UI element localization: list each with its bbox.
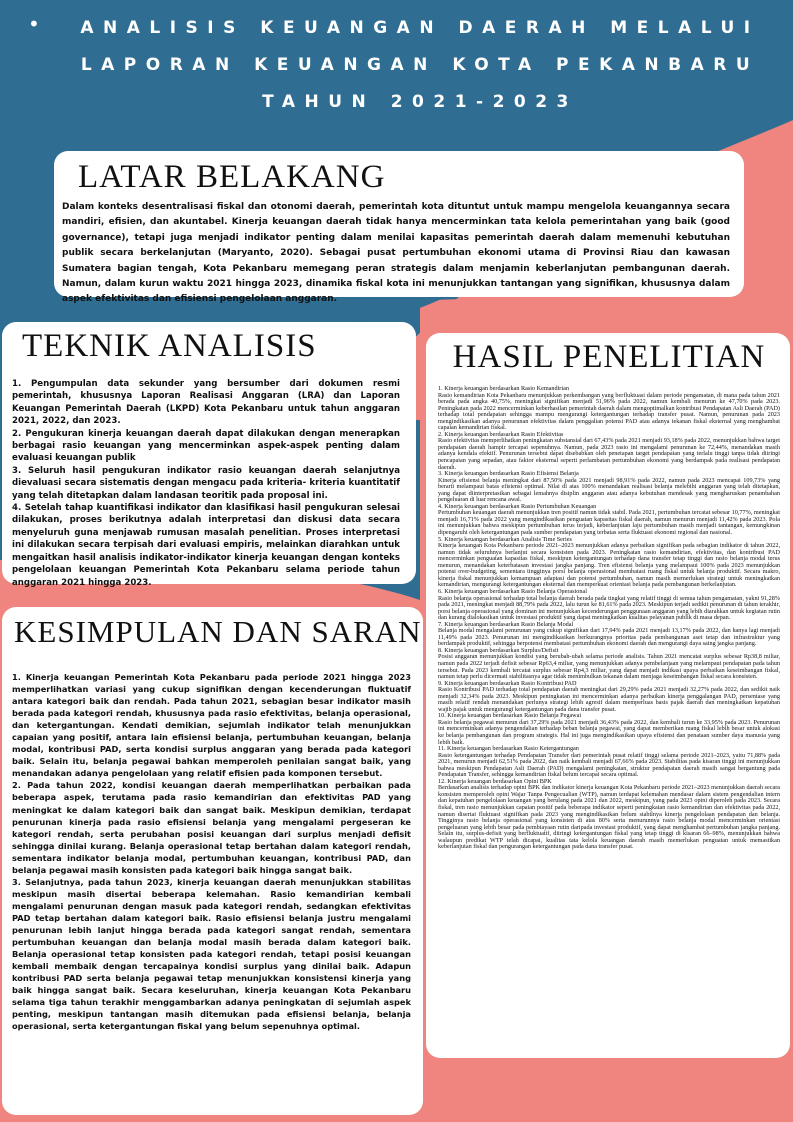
list-item: Rasio belanja operasional terhadap total belanja daerah berada pada tingkat yang relatif tinggi di semua tahun pengamatan, yakni 91,28% pada 2021, meningkat menjadi 88,79% pada 2022, lalu turun ke 81,61% pada 2023. Meskipun terjadi sedikit penurunan di tahun terakhir, porsi belanja operasional yang dominan ini menunjukkan kecenderungan penggunaan anggaran yang lebih diarahkan untuk kegiatan rutin dan kurang dialokasikan untuk investasi produktif yang dapat meningkatkan kualitas pelayanan publik di masa depan. <box>438 594 780 622</box>
hasil-penelitian-heading: HASIL PENELITIAN <box>452 339 766 375</box>
page-title: ANALISIS KEUANGAN DAERAH MELALUI LAPORAN KEUANGAN KOTA PEKANBARU TAHUN 2021-2023 <box>80 18 760 112</box>
list-item: Posisi anggaran menunjukkan kondisi yang berubah-ubah selama periode analisis. Tahun 2021 mencatat surplus sebesar Rp38,8 miliar, namun pada 2022 terjadi defisit sebesar Rp63,4 miliar, yang menunjukkan adanya pembelanjaan yang melampaui pendapatan pada tahun tersebut. Pada 2023 kembali tercatat surplus sebesar Rp4,3 miliar, yang dapat menjadi indikasi upaya perbaikan keseimbangan fiskal, namun tetap perlu dicermati stabilitasnya agar tidak menimbulkan tekanan dalam menjaga keseimbangan fiskal secara konsisten. <box>438 653 780 681</box>
list-item: 5. Kinerja keuangan berdasarkan Analisis Time Series <box>438 535 572 543</box>
list-item: 3. Kinerja keuangan berdasarkan Rasio Efisiensi Belanja <box>438 470 579 478</box>
list-item: 1. Kinerja keuangan Pemerintah Kota Pekanbaru pada periode 2021 hingga 2023 memperlihatkan variasi yang cukup signifikan dengan kecenderungan fluktuatif antara kategori baik dan rendah. Pada tahun 2021, sebagian besar indikator masih berada pada kategori rendah, khususnya pada rasio efektivitas, belanja operasional, dan ketergantungan. Kendati demikian, sejumlah indikator telah menunjukkan capaian yang positif, antara lain efisiensi belanja, pertumbuhan keuangan, belanja modal, kontribusi PAD, serta kondisi surplus anggaran yang berada pada kategori baik. Selain itu, belanja pegawai bahkan memperoleh penilaian sangat baik, yang menandakan adanya pengelolaan yang relatif efisien pada komponen tersebut. <box>12 672 411 779</box>
latar-belakang-heading: LATAR BELAKANG <box>78 159 386 195</box>
list-item: 8. Kinerja keuangan berdasarkan Surplus/Defisit <box>438 646 559 654</box>
list-item: 1. Kinerja keuangan berdasarkan Rasio Kemandirian <box>438 385 569 392</box>
latar-belakang-text: Dalam konteks desentralisasi fiskal dan otonomi daerah, pemerintah kota dituntut untuk mampu mengelola keuangannya secara mandiri, efisien, dan akuntabel. Kinerja keuangan daerah tidak hanya mencerminkan tata kelola pemerintahan yang baik (good governance), tetapi juga menjadi indikator penting dalam menilai kapasitas pemerintah daerah dalam memenuhi kebutuhan publik secara berkelanjutan (Maryanto, 2020). Sebagai pusat pertumbuhan ekonomi utama di Provinsi Riau dan kawasan Sumatera bagian tengah, Kota Pekanbaru memegang peran strategis dalam menjamin keberlanjutan pembangunan daerah. Namun, dalam kurun waktu 2021 hingga 2023, dinamika fiskal kota ini menunjukkan tantangan yang signifikan, khususnya dalam aspek efektivitas dan efisiensi pengelolaan anggaran. <box>62 202 730 305</box>
list-item: 10. Kinerja keuangan berdasarkan Rasio Belanja Pegawai <box>438 712 582 720</box>
list-item: 2. Pengukuran kinerja keuangan daerah dapat dilakukan dengan menerapkan berbagai rasio keuangan yang mencerminkan aspek-aspek penting dalam evaluasi keuangan publik <box>12 428 400 464</box>
list-item: 11. Kinerja keuangan berdasarkan Rasio Ketergantungan <box>438 745 579 753</box>
list-item: 2. Kinerja keuangan berdasarkan Rasio Efektivitas <box>438 430 564 438</box>
list-item: Pertumbuhan keuangan daerah menunjukkan tren positif namun tidak stabil. Pada 2021, pertumbuhan tercatat sebesar 10,77%, meningkat menjadi 16,71% pada 2022 yang mengindikasikan penguatan kapasitas fiskal daerah, namun menurun menjadi 11,42% pada 2023. Pola ini menunjukkan bahwa meskipun pertumbuhan terus terjadi, keberlanjutan laju pertumbuhan masih menjadi tantangan, kemungkinan dipengaruhi oleh ketergantungan pada sumber pendapatan yang terbatas serta fluktuasi ekonomi regional dan nasional. <box>438 509 780 537</box>
list-item: Kinerja keuangan Kota Pekanbaru periode 2021–2023 menunjukkan adanya perbaikan signifikan pada sebagian indikator di tahun 2022, namun tidak seluruhnya berlanjut secara konsisten pada 2023. Peningkatan rasio kemandirian, efektivitas, dan kontribusi PAD mencerminkan penguatan kapasitas fiskal, meskipun ketergantungan terhadap dana transfer tetap tinggi dan rasio belanja modal terus menurun, menandakan keterbatasan investasi jangka panjang. Tren efisiensi belanja yang melampaui 100% pada 2023 menunjukkan potensi over-budgeting, sementara tingginya porsi belanja operasional membatasi ruang fiskal untuk belanja produktif. Secara makro, kinerja fiskal menunjukkan kemampuan adaptasi dan potensi pertumbuhan, namun masih memerlukan strategi untuk meningkatkan kemandirian, mengurangi ketergantungan eksternal dan memperkuat orientasi belanja pada pembangunan berkelanjutan. <box>438 542 780 589</box>
list-item: Berdasarkan analisis terhadap opini BPK dan indikator kinerja keuangan Kota Pekanbaru periode 2021–2023 menunjukkan daerah secara konsisten memperoleh opini Wajar Tanpa Pengecualian (WTP), namun terdapat kelemahan mendasar dalam sistem pengendalian intern dan kepatuhan pengelolaan keuangan yang berulang pada 2021 dan 2022, meskipun, yang pada 2023 opini diperoleh pada 2023. Secara fiskal, tren rasio menunjukkan capaian positif pada beberapa indikator seperti peningkatan rasio kemandirian dan efektivitas pada 2022, namun disertai fluktuasi signifikan pada 2023 yang mengindikasikan belum stabilnya kinerja pengelolaan pendapatan dan belanja. Tingginya rasio belanja operasional yang konsisten di atas 80% serta menurunnya rasio belanja modal mencerminkan orientasi pengeluaran yang lebih besar pada pembiayaan rutin daripada investasi produktif, yang dapat menghambat pertumbuhan jangka panjang. Selain itu, surplus-defisit yang berfluktuatif, diiringi ketergantungan fiskal yang tetap tinggi di kisaran 66–98%, menunjukkan bahwa walaupun predikat WTP telah dicapai, kualitas tata kelola keuangan daerah masih memerlukan penguatan untuk memastikan keberlanjutan fiskal dan pengurangan ketergantungan pada dana transfer pusat. <box>438 784 780 851</box>
list-item: 2. Pada tahun 2022, kondisi keuangan daerah memperlihatkan perbaikan pada beberapa aspek, terutama pada rasio kemandirian dan efektivitas PAD yang meningkat ke dalam kategori baik dan sangat baik. Meskipun demikian, terdapat penurunan kinerja pada rasio efisiensi belanja yang mengalami pergeseran ke kategori rendah, serta perubahan posisi keuangan dari surplus menjadi defisit sehingga dinilai kurang. Belanja operasional tetap bertahan dalam kategori rendah, sementara indikator belanja modal, pertumbuhan keuangan, kontribusi PAD, dan belanja pegawai masih konsisten pada kategori baik hingga sangat baik. <box>12 780 411 875</box>
list-item: Rasio Kontribusi PAD terhadap total pendapatan daerah meningkat dari 29,29% pada 2021 menjadi 32,27% pada 2022, dan sedikit naik menjadi 32,34% pada 2023. Meskipun peningkatan ini mencerminkan adanya perbaikan kinerja penggalangan PAD, persentase yang masih relatif rendah menandakan perlunya strategi lebih agresif dalam memperluas basis pajak daerah dan meningkatkan kepatuhan wajib pajak untuk mengurangi ketergantungan pada dana transfer pusat. <box>438 686 780 713</box>
teknik-analisis-heading: TEKNIK ANALISIS <box>22 328 317 364</box>
title-bullet: • <box>28 12 40 36</box>
list-item: 6. Kinerja keuangan berdasarkan Rasio Belanja Operasional <box>438 587 587 595</box>
list-item: 4. Setelah tahap kuantifikasi indikator dan klasifikasi hasil pengukuran selesai dilakukan, proses berikutnya adalah interpretasi dan diskusi data secara menyeluruh guna menjawab rumusan masalah penelitian. Proses interpretasi ini dilakukan secara terpisah dari evaluasi empiris, melainkan diarahkan untuk mengaitkan hasil analisis indikator-indikator kinerja keuangan dengan konteks pengelolaan keuangan Pemerintah Kota Pekanbaru selama periode tahun anggaran 2021 hingga 2023. <box>12 503 400 588</box>
list-item: 12. Kinerja keuangan berdasarkan Opini BPK <box>438 777 552 785</box>
latar-belakang-card <box>54 151 744 305</box>
list-item: Rasio kemandirian Kota Pekanbaru menunjukkan perkembangan yang berfluktuasi dalam periode pengamatan, di mana pada tahun 2021 berada pada angka 40,75%, meningkat signifikan menjadi 51,96% pada 2022, namun kembali menurun ke 47,70% pada 2023. Peningkatan pada 2022 mencerminkan keberhasilan pemerintah daerah dalam mengoptimalkan kontribusi Pendapatan Asli Daerah (PAD) terhadap total pendapatan sehingga mampu mengurangi ketergantungan terhadap transfer pusat. Namun, penurunan pada 2023 mengindikasikan adanya penurunan efektivitas dalam penggalian potensi PAD atau adanya tekanan fiskal eksternal yang menghambat capaian kemandirian fiskal. <box>438 391 780 432</box>
list-item: Rasio belanja pegawai menurun dari 37,29% pada 2021 menjadi 36,43% pada 2022, dan kembali turun ke 33,95% pada 2023. Penurunan ini mencerminkan adanya pengendalian terhadap beban belanja pegawai, yang dapat memberikan ruang fiskal lebih besar untuk alokasi ke belanja pembangunan dan program strategis. Hal ini juga mengindikasikan upaya efisiensi dan penataan sumber daya manusia yang lebih baik. <box>438 718 780 746</box>
list-item: 7. Kinerja keuangan berdasarkan Rasio Belanja Modal <box>438 620 574 628</box>
list-item: 1. Pengumpulan data sekunder yang bersumber dari dokumen resmi pemerintah, khususnya Laporan Realisasi Anggaran (LRA) dan Laporan Keuangan Pemerintah Daerah (LKPD) Kota Pekanbaru untuk tahun anggaran 2021, 2022, dan 2023. <box>12 379 400 427</box>
list-item: 3. Seluruh hasil pengukuran indikator rasio keuangan daerah selanjutnya dievaluasi secara sistematis dengan mengacu pada kriteria- kriteria kuantitatif yang telah ditetapkan dalam landasan teoritik pada proposal ini. <box>12 465 400 501</box>
list-item: Belanja modal mengalami penurunan yang cukup signifikan dari 17,94% pada 2021 menjadi 13,17% pada 2022, dan hanya lagi menjadi 11,49% pada 2023. Penurunan ini mengindikasikan berkurangnya prioritas pada pembangunan aset tetap dan infrastruktur yang berdampak produktif, sehingga berpotensi membatasi pertumbuhan ekonomi daerah dan mengurangi daya saing jangka panjang. <box>438 627 780 648</box>
kesimpulan-saran-card <box>2 607 423 1115</box>
kesimpulan-saran-list <box>12 671 411 1032</box>
list-item: 9. Kinerja keuangan berdasarkan Rasio Kontribusi PAD <box>438 679 577 687</box>
teknik-analisis-list <box>12 378 400 589</box>
list-item: Rasio efektivitas memperlihatkan peningkatan substansial dari 67,43% pada 2021 menjadi 93,18% pada 2022, menunjukkan bahwa target pendapatan daerah hampir tercapai sepenuhnya. Namun, pada 2023 rasio ini mengalami penurunan ke 72,44%, menandakan masih adanya kendala efektif. Penurunan tersebut dapat disebabkan oleh penetapan target pendapatan yang terlalu tinggi tanpa tidak diiringi pencapaian yang sepadan, atau faktor eksternal seperti perlambatan pertumbuhan ekonomi yang berdampak pada realisasi pendapatan daerah. <box>438 437 780 471</box>
kesimpulan-saran-heading: KESIMPULAN DAN SARAN <box>14 614 422 649</box>
teknik-analisis-card <box>2 322 416 588</box>
list-item: 4. Kinerja keuangan berdasarkan Rasio Pertumbuhan Keuangan <box>438 502 597 510</box>
list-item: Rasio ketergantungan terhadap Pendapatan Transfer dari pemerintah pusat relatif tinggi selama periode 2021–2023, yaitu 71,88% pada 2021, menurun menjadi 62,51% pada 2022, dan naik kembali menjadi 67,66% pada 2023. Stabilitas pada kisaran tinggi ini menunjukkan bahwa meskipun Pendapatan Asli Daerah (PAD) mengalami peningkatan, struktur pendapatan daerah masih sangat bergantung pada Pendapatan Transfer, sehingga kemandirian fiskal belum tercapai secara optimal. <box>438 751 780 779</box>
hasil-penelitian-card <box>426 333 790 1058</box>
list-item: Kinerja efisiensi belanja meningkat dari 87,50% pada 2021 menjadi 98,91% pada 2022, namun pada 2023 mencapai 109,73% yang berarti melampaui batas efisiensi optimal. Nilai di atas 100% menandakan realisasi belanja melebihi anggaran yang telah ditetapkan, yang dapat diinterpretasikan sebagai lemahnya disiplin anggaran atau adanya kebutuhan mendesak yang mengharuskan penambahan pengeluaran di luar rencana awal. <box>438 476 780 504</box>
list-item: 3. Selanjutnya, pada tahun 2023, kinerja keuangan daerah menunjukkan stabilitas meskipun masih disertai beberapa kelemahan. Rasio kemandirian kembali mengalami penurunan dengan masuk pada kategori rendah, sedangkan efektivitas PAD tetap bertahan dalam kategori baik. Rasio efisiensi belanja justru mengalami penurunan lebih lanjut hingga berada pada kategori sangat rendah, sementara pertumbuhan keuangan dan belanja modal masih berada dalam kategori baik. Belanja operasional tetap konsisten pada kategori rendah, tetapi posisi keuangan kembali membaik dengan tercapainya kondisi surplus yang dinilai baik. Adapun kontribusi PAD serta belanja pegawai tetap menunjukkan konsistensi kinerja yang baik hingga sangat baik. Secara keseluruhan, kinerja keuangan Kota Pekanbaru selama tiga tahun terakhir menggambarkan adanya peningkatan di sejumlah aspek penting, meskipun tantangan masih ditemukan pada efisiensi belanja, belanja operasional, serta ketergantungan fiskal yang belum sepenuhnya optimal. <box>12 876 411 1032</box>
hasil-penelitian-list <box>438 386 780 851</box>
